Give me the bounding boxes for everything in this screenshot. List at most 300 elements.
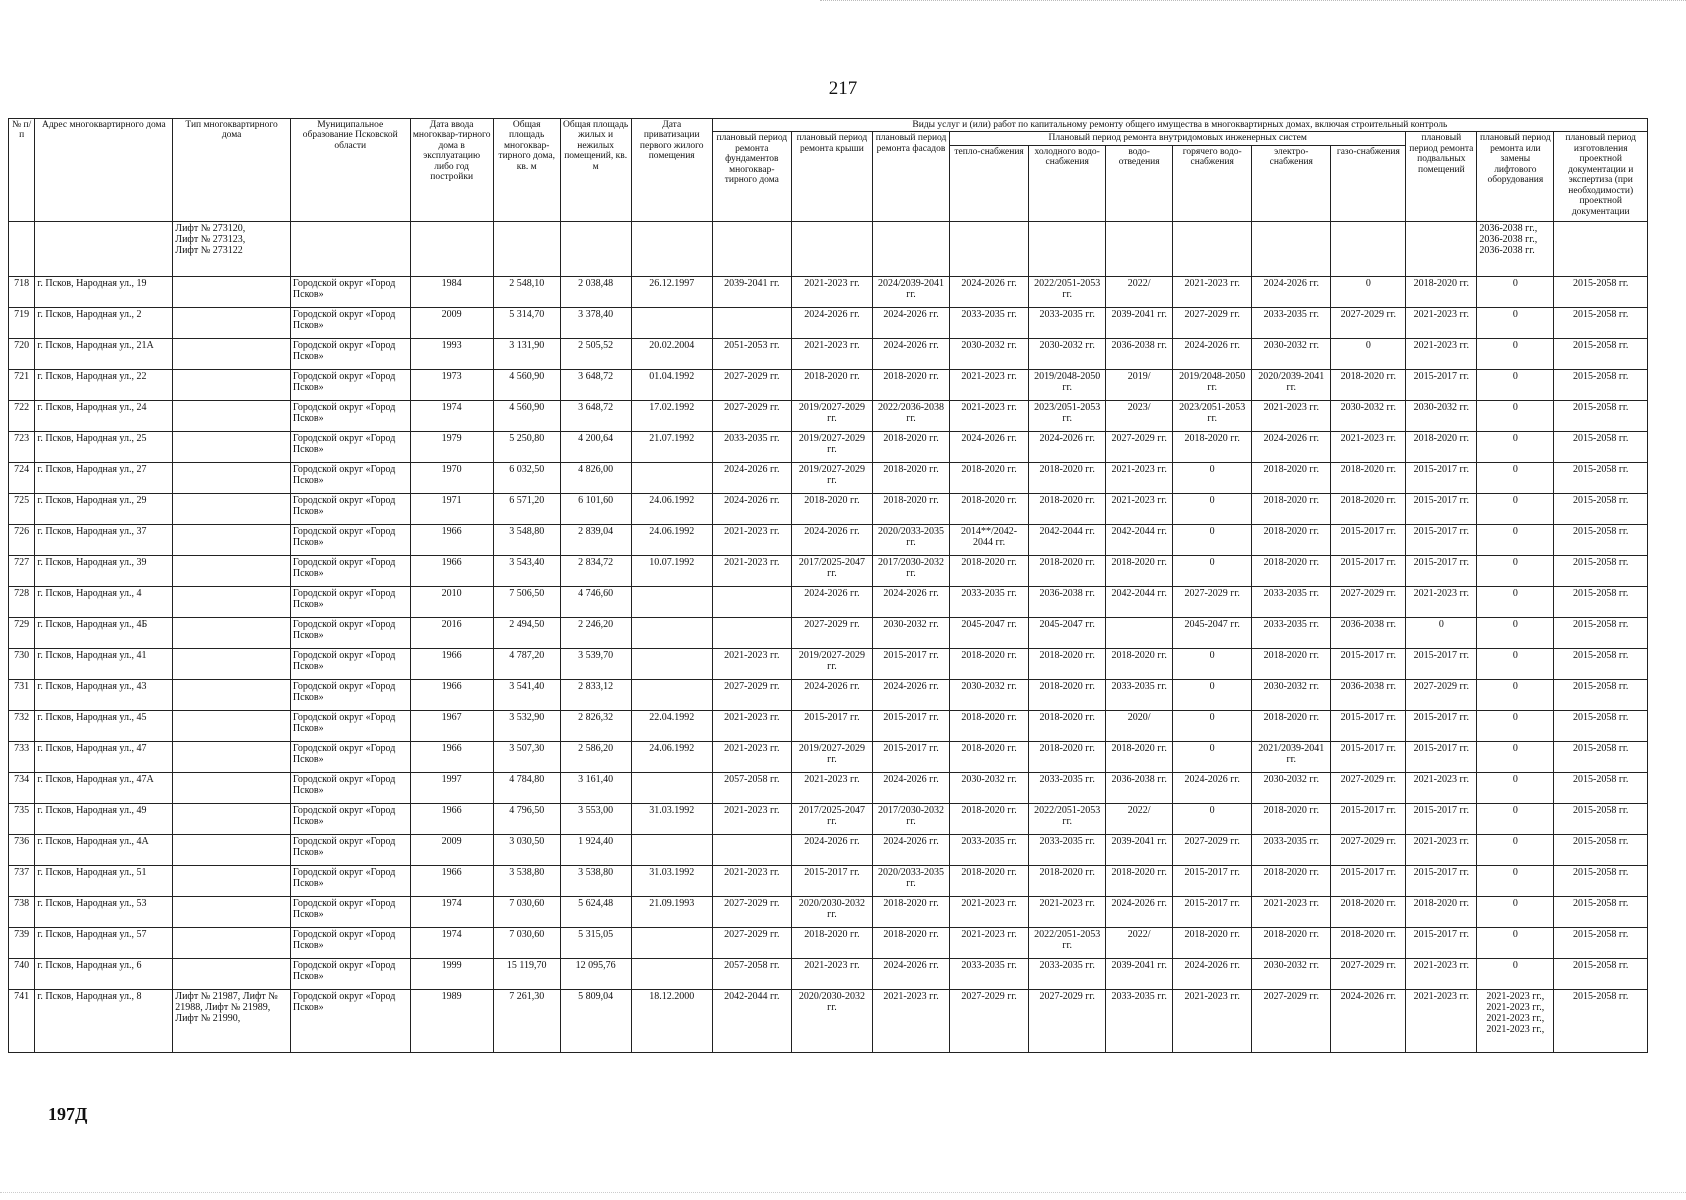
cell-found: 2027-2029 гг. [712, 679, 791, 710]
cell-sew: 2036-2038 гг. [1106, 338, 1173, 369]
header-house-type: Тип многоквартирного дома [173, 119, 291, 222]
cell-roof: 2024-2026 гг. [791, 679, 872, 710]
cell-hot: 0 [1173, 555, 1252, 586]
cell-hot: 2019/2048-2050 гг. [1173, 369, 1252, 400]
cell-hot: 0 [1173, 679, 1252, 710]
cell-roof: 2024-2026 гг. [791, 586, 872, 617]
cell-address: г. Псков, Народная ул., 2 [35, 307, 173, 338]
cell-heat: 2018-2020 гг. [950, 803, 1029, 834]
cell-gas: 2027-2029 гг. [1331, 586, 1406, 617]
cell-cold: 2018-2020 гг. [1029, 679, 1106, 710]
cell-proj: 2015-2058 гг. [1554, 772, 1648, 803]
cell-total: 4 796,50 [493, 803, 560, 834]
cell-found: 2021-2023 гг. [712, 555, 791, 586]
header-heating: тепло-снабжения [950, 145, 1029, 221]
cell-base: 2021-2023 гг. [1406, 338, 1477, 369]
cell-year: 1974 [410, 896, 493, 927]
cell-base: 2021-2023 гг. [1406, 989, 1477, 1052]
header-design-docs: плановый период изготовления проектной документации и экспертиза (при необходимости) проектной документации [1554, 132, 1648, 221]
cell-year: 1966 [410, 865, 493, 896]
cell-num: 724 [9, 462, 35, 493]
cell-heat: 2018-2020 гг. [950, 710, 1029, 741]
cell-base: 2018-2020 гг. [1406, 431, 1477, 462]
cell-found: 2027-2029 гг. [712, 927, 791, 958]
table-row [9, 431, 1648, 462]
cell-priv: 22.04.1992 [631, 710, 712, 741]
cell-type [173, 431, 291, 462]
cell-mun: Городской округ «Город Псков» [290, 462, 410, 493]
cell-facade: 2030-2032 гг. [872, 617, 949, 648]
cell-lift: 0 [1477, 679, 1554, 710]
cell-roof: 2019/2027-2029 гг. [791, 741, 872, 772]
cell-base: 2021-2023 гг. [1406, 834, 1477, 865]
cell-priv [631, 462, 712, 493]
cell-base: 2015-2017 гг. [1406, 462, 1477, 493]
cell-mun: Городской округ «Город Псков» [290, 617, 410, 648]
cell-heat: 2014**/2042-2044 гг. [950, 524, 1029, 555]
cell-facade: 2015-2017 гг. [872, 741, 949, 772]
continuation-lift-list [173, 221, 291, 276]
cell-year: 1993 [410, 338, 493, 369]
header-foundation: плановый период ремонта фундаментов многоквар-тирного дома [712, 132, 791, 221]
cell-type [173, 834, 291, 865]
cell-num: 738 [9, 896, 35, 927]
cell-facade: 2024-2026 гг. [872, 958, 949, 989]
cell-base: 0 [1406, 617, 1477, 648]
cell-gas: 2015-2017 гг. [1331, 648, 1406, 679]
cell-proj: 2015-2058 гг. [1554, 927, 1648, 958]
lift-line: Лифт № 273120, [175, 222, 246, 234]
cell-year: 1970 [410, 462, 493, 493]
cell-lift: 0 [1477, 865, 1554, 896]
cell-heat: 2018-2020 гг. [950, 648, 1029, 679]
cell-sew: 2036-2038 гг. [1106, 772, 1173, 803]
cell-gas: 2018-2020 гг. [1331, 493, 1406, 524]
cell-facade: 2018-2020 гг. [872, 493, 949, 524]
elevator-line: 2036-2038 гг., [1479, 222, 1538, 234]
cell-roof: 2015-2017 гг. [791, 710, 872, 741]
cell-lift: 0 [1477, 307, 1554, 338]
cell-total: 2 494,50 [493, 617, 560, 648]
cell-total: 7 030,60 [493, 896, 560, 927]
table-row [9, 307, 1648, 338]
cell-type [173, 896, 291, 927]
cell-proj: 2015-2058 гг. [1554, 896, 1648, 927]
cell-priv: 24.06.1992 [631, 493, 712, 524]
cell-proj: 2015-2058 гг. [1554, 462, 1648, 493]
cell-hot: 0 [1173, 493, 1252, 524]
cell-mun: Городской округ «Город Псков» [290, 989, 410, 1052]
cell-priv: 21.07.1992 [631, 431, 712, 462]
cell-sew: 2042-2044 гг. [1106, 586, 1173, 617]
cell-mun: Городской округ «Город Псков» [290, 958, 410, 989]
cell-year: 1979 [410, 431, 493, 462]
cell-proj: 2015-2058 гг. [1554, 679, 1648, 710]
cell-living: 3 553,00 [560, 803, 631, 834]
cell-cold: 2018-2020 гг. [1029, 865, 1106, 896]
table-row [9, 369, 1648, 400]
cell-address: г. Псков, Народная ул., 51 [35, 865, 173, 896]
cell-mun: Городской округ «Город Псков» [290, 400, 410, 431]
cell-facade: 2017/2030-2032 гг. [872, 803, 949, 834]
cell-hot: 2018-2020 гг. [1173, 431, 1252, 462]
cell-priv [631, 617, 712, 648]
cell-num: 731 [9, 679, 35, 710]
cell-sew: 2033-2035 гг. [1106, 989, 1173, 1052]
table-row [9, 524, 1648, 555]
cell-cold: 2018-2020 гг. [1029, 462, 1106, 493]
cell-elec: 2033-2035 гг. [1252, 586, 1331, 617]
cell-priv [631, 834, 712, 865]
header-basement: плановый период ремонта подвальных помещений [1406, 132, 1477, 221]
cell-found [712, 834, 791, 865]
cell-hot: 2018-2020 гг. [1173, 927, 1252, 958]
cell-priv: 31.03.1992 [631, 803, 712, 834]
cell-total: 3 030,50 [493, 834, 560, 865]
cell-heat: 2018-2020 гг. [950, 865, 1029, 896]
cell-total: 4 560,90 [493, 369, 560, 400]
cell-lift: 0 [1477, 617, 1554, 648]
cell-type [173, 586, 291, 617]
table-row [9, 617, 1648, 648]
cell-lift: 0 [1477, 896, 1554, 927]
cell-num: 719 [9, 307, 35, 338]
table-row [9, 865, 1648, 896]
cell-proj: 2015-2058 гг. [1554, 400, 1648, 431]
cell-num: 729 [9, 617, 35, 648]
cell-num: 735 [9, 803, 35, 834]
cell-elec: 2030-2032 гг. [1252, 679, 1331, 710]
cell-type [173, 276, 291, 307]
cell-cold: 2023/2051-2053 гг. [1029, 400, 1106, 431]
cell-found: 2021-2023 гг. [712, 524, 791, 555]
cell-proj: 2015-2058 гг. [1554, 307, 1648, 338]
cell-elec: 2018-2020 гг. [1252, 865, 1331, 896]
cell-cold: 2045-2047 гг. [1029, 617, 1106, 648]
cell-proj: 2015-2058 гг. [1554, 617, 1648, 648]
cell-priv: 24.06.1992 [631, 741, 712, 772]
cell-year: 1999 [410, 958, 493, 989]
cell-sew: 2022/ [1106, 927, 1173, 958]
cell-type [173, 803, 291, 834]
cell-hot: 2015-2017 гг. [1173, 865, 1252, 896]
cell-roof: 2019/2027-2029 гг. [791, 462, 872, 493]
cell-year: 1966 [410, 648, 493, 679]
cell-total: 3 507,30 [493, 741, 560, 772]
cell-living: 6 101,60 [560, 493, 631, 524]
cell-priv: 10.07.1992 [631, 555, 712, 586]
cell-heat: 2021-2023 гг. [950, 896, 1029, 927]
cell-mun: Городской округ «Город Псков» [290, 710, 410, 741]
cell-roof: 2024-2026 гг. [791, 307, 872, 338]
cell-living: 3 538,80 [560, 865, 631, 896]
cell-total: 3 548,80 [493, 524, 560, 555]
cell-hot: 0 [1173, 462, 1252, 493]
cell-proj: 2015-2058 гг. [1554, 431, 1648, 462]
cell-cold: 2022/2051-2053 гг. [1029, 803, 1106, 834]
elevator-line: 2036-2038 гг. [1479, 244, 1535, 256]
cell-sew: 2018-2020 гг. [1106, 865, 1173, 896]
cell-lift: 0 [1477, 400, 1554, 431]
cell-sew: 2033-2035 гг. [1106, 679, 1173, 710]
cell-gas: 2015-2017 гг. [1331, 803, 1406, 834]
cell-roof: 2020/2030-2032 гг. [791, 989, 872, 1052]
cell-proj: 2015-2058 гг. [1554, 803, 1648, 834]
cell-elec: 2030-2032 гг. [1252, 772, 1331, 803]
cell-year: 1989 [410, 989, 493, 1052]
header-roof: плановый период ремонта крыши [791, 132, 872, 221]
table-row [9, 989, 1648, 1052]
table-row [9, 896, 1648, 927]
cell-priv: 26.12.1997 [631, 276, 712, 307]
cell-heat: 2021-2023 гг. [950, 400, 1029, 431]
cell-type [173, 462, 291, 493]
cell-found: 2033-2035 гг. [712, 431, 791, 462]
cell-num: 740 [9, 958, 35, 989]
cell-proj: 2015-2058 гг. [1554, 834, 1648, 865]
cell-found: 2042-2044 гг. [712, 989, 791, 1052]
cell-address: г. Псков, Народная ул., 4 [35, 586, 173, 617]
cell-type [173, 369, 291, 400]
cell-priv: 21.09.1993 [631, 896, 712, 927]
cell-hot: 0 [1173, 648, 1252, 679]
scan-noise-top [820, 0, 1686, 3]
cell-elec: 2018-2020 гг. [1252, 524, 1331, 555]
cell-base: 2021-2023 гг. [1406, 586, 1477, 617]
cell-gas: 2018-2020 гг. [1331, 927, 1406, 958]
cell-priv [631, 772, 712, 803]
capital-repair-table [8, 118, 1648, 1053]
cell-type [173, 648, 291, 679]
cell-base: 2030-2032 гг. [1406, 400, 1477, 431]
cell-elec: 2030-2032 гг. [1252, 338, 1331, 369]
cell-found: 2057-2058 гг. [712, 772, 791, 803]
cell-address: г. Псков, Народная ул., 27 [35, 462, 173, 493]
header-electricity: электро-снабжения [1252, 145, 1331, 221]
cell-mun: Городской округ «Город Псков» [290, 338, 410, 369]
cell-year: 1973 [410, 369, 493, 400]
cell-heat: 2030-2032 гг. [950, 772, 1029, 803]
cell-base: 2015-2017 гг. [1406, 865, 1477, 896]
lift-line: Лифт № 273122 [175, 244, 243, 256]
cell-cold: 2021-2023 гг. [1029, 896, 1106, 927]
cell-heat: 2018-2020 гг. [950, 493, 1029, 524]
cell-mun: Городской округ «Город Псков» [290, 648, 410, 679]
cell-address: г. Псков, Народная ул., 22 [35, 369, 173, 400]
cell-found [712, 586, 791, 617]
cell-year: 1966 [410, 524, 493, 555]
cell-mun: Городской округ «Город Псков» [290, 307, 410, 338]
cell-heat: 2021-2023 гг. [950, 369, 1029, 400]
cell-mun: Городской округ «Город Псков» [290, 772, 410, 803]
cell-sew: 2021-2023 гг. [1106, 493, 1173, 524]
cell-heat: 2033-2035 гг. [950, 834, 1029, 865]
cell-priv: 18.12.2000 [631, 989, 712, 1052]
cell-lift: 0 [1477, 431, 1554, 462]
cell-sew: 2024-2026 гг. [1106, 896, 1173, 927]
cell-facade: 2020/2033-2035 гг. [872, 865, 949, 896]
table-row [9, 679, 1648, 710]
cell-found [712, 307, 791, 338]
cell-cold: 2027-2029 гг. [1029, 989, 1106, 1052]
cell-lift: 0 [1477, 462, 1554, 493]
cell-elec: 2027-2029 гг. [1252, 989, 1331, 1052]
continuation-elevator-periods [1477, 221, 1554, 276]
cell-lift: 0 [1477, 958, 1554, 989]
cell-facade: 2018-2020 гг. [872, 431, 949, 462]
cell-address: г. Псков, Народная ул., 21А [35, 338, 173, 369]
cell-sew: 2019/ [1106, 369, 1173, 400]
cell-heat: 2024-2026 гг. [950, 276, 1029, 307]
cell-mun: Городской округ «Город Псков» [290, 679, 410, 710]
cell-hot: 2027-2029 гг. [1173, 307, 1252, 338]
cell-hot: 2024-2026 гг. [1173, 772, 1252, 803]
cell-type [173, 493, 291, 524]
cell-type [173, 927, 291, 958]
cell-living: 3 161,40 [560, 772, 631, 803]
cell-lift: 0 [1477, 834, 1554, 865]
cell-lift: 0 [1477, 555, 1554, 586]
cell-gas: 2018-2020 гг. [1331, 462, 1406, 493]
cell-address: г. Псков, Народная ул., 25 [35, 431, 173, 462]
cell-lift: 0 [1477, 493, 1554, 524]
cell-total: 7 506,50 [493, 586, 560, 617]
table-row [9, 803, 1648, 834]
cell-sew: 2018-2020 гг. [1106, 741, 1173, 772]
cell-address: г. Псков, Народная ул., 37 [35, 524, 173, 555]
header-living-area: Общая площадь жилых и нежилых помещений, кв. м [560, 119, 631, 222]
cell-elec: 2030-2032 гг. [1252, 958, 1331, 989]
header-municipality: Муниципальное образование Псковской области [290, 119, 410, 222]
cell-hot: 2045-2047 гг. [1173, 617, 1252, 648]
cell-total: 7 030,60 [493, 927, 560, 958]
cell-living: 3 378,40 [560, 307, 631, 338]
cell-type [173, 958, 291, 989]
table-row [9, 586, 1648, 617]
cell-found: 2027-2029 гг. [712, 896, 791, 927]
cell-address: г. Псков, Народная ул., 4А [35, 834, 173, 865]
cell-year: 1971 [410, 493, 493, 524]
cell-type [173, 338, 291, 369]
cell-proj: 2015-2058 гг. [1554, 989, 1648, 1052]
cell-year: 1966 [410, 803, 493, 834]
cell-elec: 2018-2020 гг. [1252, 555, 1331, 586]
cell-lift: 0 [1477, 710, 1554, 741]
footer-code: 197Д [48, 1104, 88, 1124]
cell-roof: 2019/2027-2029 гг. [791, 400, 872, 431]
cell-cold: 2018-2020 гг. [1029, 493, 1106, 524]
cell-hot: 2027-2029 гг. [1173, 834, 1252, 865]
cell-type: Лифт № 21987, Лифт № 21988, Лифт № 21989, Лифт № 21990, [173, 989, 291, 1052]
cell-elec: 2018-2020 гг. [1252, 803, 1331, 834]
cell-living: 4 200,64 [560, 431, 631, 462]
header-commission-date: Дата ввода многоквар-тирного дома в эксплуатацию либо год постройки [410, 119, 493, 222]
cell-hot: 0 [1173, 803, 1252, 834]
cell-proj: 2015-2058 гг. [1554, 555, 1648, 586]
cell-facade: 2024-2026 гг. [872, 307, 949, 338]
cell-heat: 2018-2020 гг. [950, 555, 1029, 586]
table-row [9, 958, 1648, 989]
cell-type [173, 400, 291, 431]
cell-total: 4 787,20 [493, 648, 560, 679]
cell-heat: 2024-2026 гг. [950, 431, 1029, 462]
cell-base: 2015-2017 гг. [1406, 524, 1477, 555]
table-row [9, 338, 1648, 369]
cell-address: г. Псков, Народная ул., 19 [35, 276, 173, 307]
cell-elec: 2024-2026 гг. [1252, 276, 1331, 307]
cell-proj: 2015-2058 гг. [1554, 369, 1648, 400]
cell-proj: 2015-2058 гг. [1554, 710, 1648, 741]
cell-total: 3 532,90 [493, 710, 560, 741]
cell-gas: 2024-2026 гг. [1331, 989, 1406, 1052]
cell-cold: 2022/2051-2053 гг. [1029, 927, 1106, 958]
cell-total: 15 119,70 [493, 958, 560, 989]
cell-type [173, 555, 291, 586]
table-row [9, 648, 1648, 679]
cell-address: г. Псков, Народная ул., 47 [35, 741, 173, 772]
cell-roof: 2018-2020 гг. [791, 493, 872, 524]
cell-address: г. Псков, Народная ул., 49 [35, 803, 173, 834]
cell-elec: 2033-2035 гг. [1252, 617, 1331, 648]
header-privatization-date: Дата приватизации первого жилого помещения [631, 119, 712, 222]
cell-lift: 0 [1477, 772, 1554, 803]
cell-living: 1 924,40 [560, 834, 631, 865]
cell-facade: 2018-2020 гг. [872, 927, 949, 958]
cell-sew: 2042-2044 гг. [1106, 524, 1173, 555]
cell-total: 5 250,80 [493, 431, 560, 462]
cell-gas: 0 [1331, 276, 1406, 307]
cell-sew: 2023/ [1106, 400, 1173, 431]
cell-cold: 2018-2020 гг. [1029, 555, 1106, 586]
cell-total: 5 314,70 [493, 307, 560, 338]
header-total-area: Общая площадь многоквар-тирного дома, кв. м [493, 119, 560, 222]
cell-facade: 2021-2023 гг. [872, 989, 949, 1052]
cell-gas: 2027-2029 гг. [1331, 834, 1406, 865]
cell-gas: 2015-2017 гг. [1331, 865, 1406, 896]
cell-lift: 0 [1477, 369, 1554, 400]
cell-living: 2 505,52 [560, 338, 631, 369]
cell-found: 2024-2026 гг. [712, 493, 791, 524]
cell-num: 737 [9, 865, 35, 896]
cell-num: 741 [9, 989, 35, 1052]
cell-priv: 01.04.1992 [631, 369, 712, 400]
cell-hot: 2027-2029 гг. [1173, 586, 1252, 617]
cell-type [173, 307, 291, 338]
cell-address: г. Псков, Народная ул., 4Б [35, 617, 173, 648]
cell-facade: 2018-2020 гг. [872, 896, 949, 927]
cell-sew: 2039-2041 гг. [1106, 958, 1173, 989]
cell-facade: 2024-2026 гг. [872, 586, 949, 617]
cell-address: г. Псков, Народная ул., 53 [35, 896, 173, 927]
cell-type [173, 524, 291, 555]
cell-mun: Городской округ «Город Псков» [290, 834, 410, 865]
cell-num: 727 [9, 555, 35, 586]
cell-proj: 2015-2058 гг. [1554, 586, 1648, 617]
cell-address: г. Псков, Народная ул., 8 [35, 989, 173, 1052]
cell-total: 6 032,50 [493, 462, 560, 493]
cell-lift: 2021-2023 гг., 2021-2023 гг., 2021-2023 гг., 2021-2023 гг., [1477, 989, 1554, 1052]
table-row [9, 276, 1648, 307]
cell-priv [631, 927, 712, 958]
cell-total: 3 538,80 [493, 865, 560, 896]
cell-facade: 2024-2026 гг. [872, 679, 949, 710]
header-systems-group: Плановый период ремонта внутридомовых инженерных систем [950, 132, 1406, 145]
cell-base: 2015-2017 гг. [1406, 927, 1477, 958]
continuation-row [9, 221, 1648, 276]
cell-priv: 31.03.1992 [631, 865, 712, 896]
cell-found: 2021-2023 гг. [712, 803, 791, 834]
cell-cold: 2018-2020 гг. [1029, 648, 1106, 679]
